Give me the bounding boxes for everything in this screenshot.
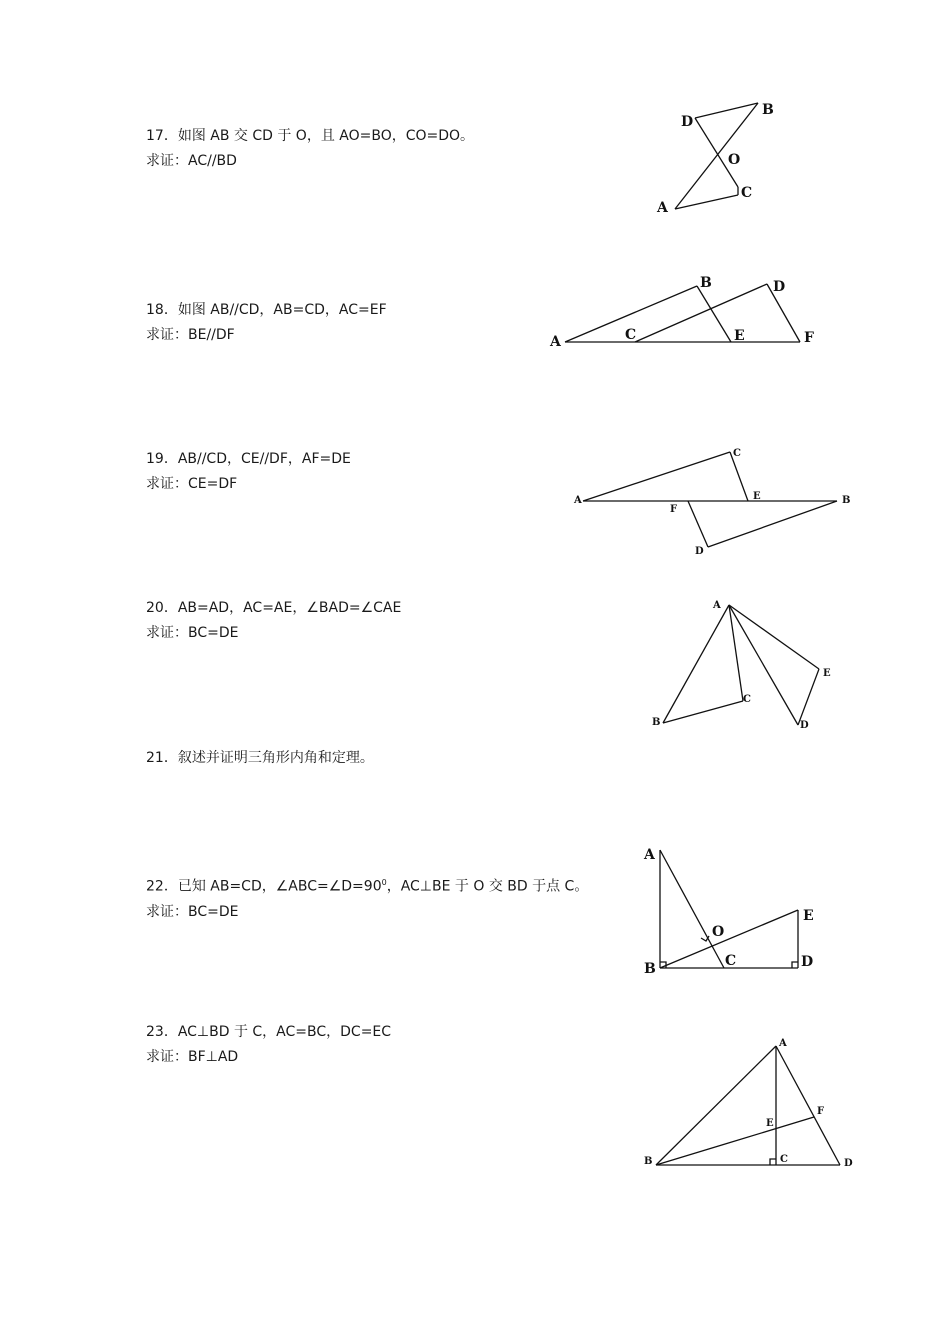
problem-21-statement: 21．叙述并证明三角形内角和定理。 [146, 750, 374, 766]
label-a: A [657, 200, 668, 216]
right-angle-o [701, 936, 709, 941]
segment-ab [663, 605, 729, 723]
problem-23-statement: 23．AC⊥BD 于 C，AC=BC，DC=EC [146, 1024, 392, 1040]
label-b: B [644, 961, 656, 977]
right-angle-d [792, 962, 798, 968]
problem-22-statement-post: ，AC⊥BE 于 O 交 BD 于点 C。 [386, 878, 589, 895]
label-b: B [644, 1156, 653, 1167]
segment-ac [583, 452, 730, 501]
label-d: D [681, 114, 694, 130]
segment-db [708, 501, 837, 547]
label-c: C [743, 694, 751, 705]
label-b: B [652, 717, 661, 728]
segment-ac [660, 850, 724, 968]
label-e: E [734, 328, 745, 344]
problem-17 [146, 124, 616, 174]
problem-21 [146, 746, 616, 771]
problem-17-statement: 17．如图 AB 交 CD 于 O，且 AO=BO，CO=DO。 [146, 128, 475, 144]
problem-20-prove: 求证：BC=DE [146, 625, 239, 641]
segment-fd [688, 501, 708, 547]
label-d: D [800, 720, 809, 731]
problem-17-prove: 求证：AC//BD [146, 153, 237, 169]
segment-ae [729, 605, 819, 669]
label-o: O [728, 152, 741, 168]
segment-bc [663, 701, 743, 723]
right-angle-c [770, 1159, 776, 1165]
problem-20 [146, 596, 616, 646]
label-f: F [670, 504, 678, 515]
label-a: A [550, 334, 561, 350]
problem-18-prove: 求证：BE//DF [146, 327, 235, 343]
segment-ad [729, 605, 798, 725]
label-b: B [842, 495, 851, 506]
label-d: D [773, 279, 786, 295]
label-c: C [741, 185, 753, 201]
label-e: E [753, 491, 761, 502]
label-d: D [801, 954, 814, 970]
label-a: A [644, 847, 655, 863]
label-e: E [766, 1118, 774, 1129]
problem-18-statement: 18．如图 AB//CD，AB=CD，AC=EF [146, 302, 387, 318]
segment-ad [776, 1046, 840, 1165]
label-f: F [817, 1106, 825, 1117]
label-a: A [574, 495, 582, 506]
label-b: B [762, 102, 774, 118]
segment-ac [729, 605, 743, 701]
problem-22 [146, 870, 626, 925]
problem-23 [146, 1020, 616, 1070]
label-o: O [712, 924, 725, 940]
problem-22-prove: 求证：BC=DE [146, 903, 239, 920]
problem-23-prove: 求证：BF⊥AD [146, 1049, 239, 1065]
label-f: F [804, 330, 814, 346]
figure-22 [640, 842, 830, 982]
figure-20 [645, 595, 845, 735]
label-a: A [779, 1038, 787, 1049]
segment-de [798, 669, 819, 725]
label-c: C [733, 448, 741, 459]
label-c: C [725, 953, 737, 969]
segment-be [697, 286, 731, 342]
label-e: E [823, 668, 831, 679]
label-d: D [844, 1158, 853, 1169]
figure-17 [650, 95, 790, 220]
figure-19 [570, 440, 855, 560]
problem-22-statement [146, 870, 626, 900]
problem-22-degree-sup: 0 [381, 878, 387, 887]
label-b: B [700, 275, 712, 291]
problem-19 [146, 447, 616, 497]
label-e: E [803, 908, 814, 924]
figure-18 [545, 272, 830, 352]
problem-19-prove: 求证：CE=DF [146, 476, 238, 492]
problem-20-statement: 20．AB=AD，AC=AE，∠BAD=∠CAE [146, 600, 402, 616]
label-d: D [695, 546, 704, 557]
label-c: C [625, 327, 637, 343]
label-a: A [713, 600, 721, 611]
problem-22-statement-pre: 22．已知 AB=CD，∠ABC=∠D=90 [146, 878, 382, 895]
label-c: C [780, 1154, 788, 1165]
problem-19-statement: 19．AB//CD，CE//DF，AF=DE [146, 451, 351, 467]
segment-ce [730, 452, 748, 501]
figure-23 [640, 1032, 865, 1172]
